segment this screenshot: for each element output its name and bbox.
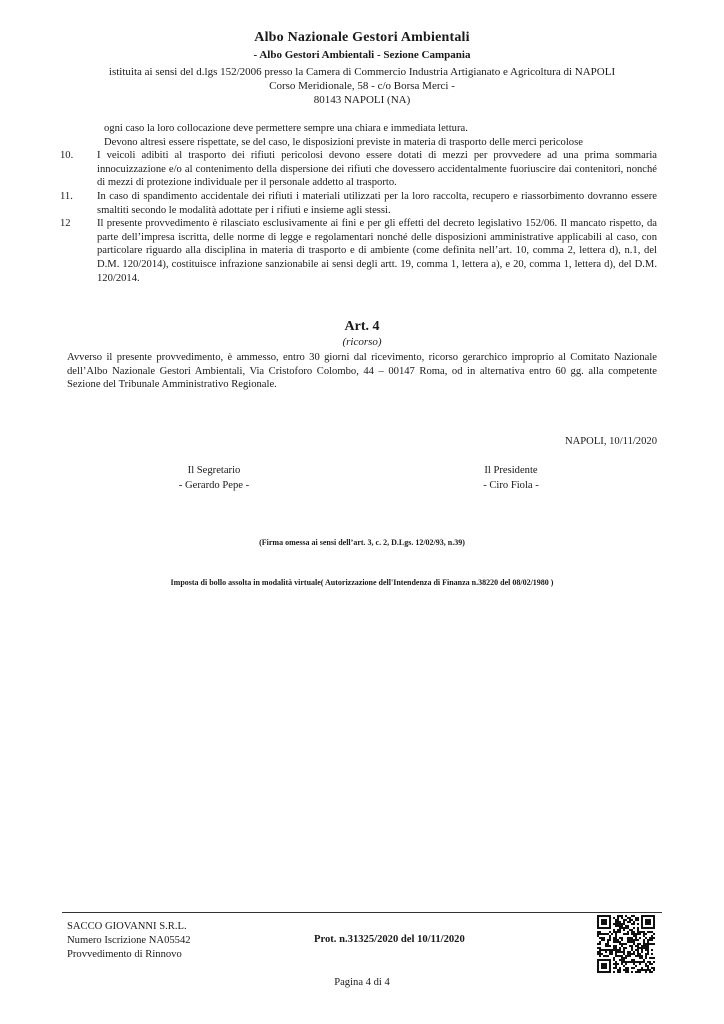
signature-role: Il Segretario xyxy=(187,465,241,476)
list-item-number: 11. xyxy=(60,190,73,202)
footer-company: SACCO GIOVANNI S.R.L. xyxy=(67,921,187,932)
article-title: Art. 4 xyxy=(344,319,380,334)
signature-president xyxy=(411,463,611,493)
header-title: Albo Nazionale Gestori Ambientali xyxy=(254,30,470,45)
signature-role: Il Presidente xyxy=(484,465,538,476)
article-body xyxy=(67,351,657,392)
footer-divider xyxy=(62,912,662,913)
stamp-duty-note: Imposta di bollo assolta in modalità virtuale( Autorizzazione dell'Intendenza di Finanza n.38220 del 08/02/1980 ) xyxy=(170,578,554,587)
list-item-text: Il presente provvedimento è rilasciato esclusivamente ai fini e per gli effetti del decreto legislativo 152/06. Il mancato rispetto, da parte dell’impresa iscritta, delle norme di legge e regolamentari nonché delle disposizioni amministrative applicabili al caso, con particolare riguardo alla disciplina in materia di trasporto e di ambiente (come definita nell’art. 10, comma 2, lettera d), n.1, del D.M. 120/2014), costituisce infrazione sanzionabile ai sensi degli artt. 19, comma 1, lettera a), e 20, comma 1, lettera d), del D.M. 120/2014. xyxy=(97,218,657,284)
header-subtitle: - Albo Gestori Ambientali - Sezione Campania xyxy=(253,49,471,61)
footer-provvedimento: Provvedimento di Rinnovo xyxy=(67,949,182,960)
signature-secretary xyxy=(114,463,314,493)
list-item-text: I veicoli adibiti al trasporto dei rifiuti pericolosi devono essere dotati di mezzi per provvedere ad una prima sommaria innocuizzazione e/o al contenimento della dispersione dei rifiuti che dovessero accidentalmente fuoriuscire dai contenitori, nonché di mezzi di protezione individuale per il personale addetto al trasporto. xyxy=(97,150,657,189)
article-subtitle: (ricorso) xyxy=(342,336,382,348)
header-line-2: Corso Meridionale, 58 - c/o Borsa Merci - xyxy=(269,80,455,92)
article-text: Avverso il presente provvedimento, è ammesso, entro 30 giorni dal ricevimento, ricorso gerarchico improprio al Comitato Nazionale dell’Albo Nazionale Gestori Ambientali, Via Cristoforo Colombo, 44 – 00147 Roma, od in alternativa entro 60 gg. alla competente Sezione del Tribunale Amministrativo Regionale. xyxy=(67,352,657,391)
footer-company-block xyxy=(67,920,191,962)
signature-name: - Gerardo Pepe - xyxy=(178,480,250,491)
list-item xyxy=(60,190,657,217)
signature-omitted-note: (Firma omessa ai sensi dell’art. 3, c. 2, D.Lgs. 12/02/93, n.39) xyxy=(259,538,465,547)
page-number: Pagina 4 di 4 xyxy=(334,977,390,988)
conditions-list xyxy=(60,122,657,285)
list-item-number: 10. xyxy=(60,150,74,162)
header-line-3: 80143 NAPOLI (NA) xyxy=(313,94,411,106)
document-date: NAPOLI, 10/11/2020 xyxy=(564,436,657,447)
list-item xyxy=(60,149,657,190)
list-item-number: 12 xyxy=(60,218,71,230)
footer-protocol: Prot. n.31325/2020 del 10/11/2020 xyxy=(314,934,465,945)
qr-code-icon xyxy=(597,915,655,973)
continued-paragraph-1: ogni caso la loro collocazione deve permettere sempre una chiara e immediata lettura. xyxy=(104,123,468,134)
signature-name: - Ciro Fiola - xyxy=(483,480,539,491)
continued-paragraph-2: Devono altresì essere rispettate, se del caso, le disposizioni previste in materia di trasporto delle merci pericolose xyxy=(104,136,583,148)
list-item-text: In caso di spandimento accidentale dei rifiuti i materiali utilizzati per la loro raccolta, recupero e riassorbimento dovranno essere smaltiti secondo le modalità adottate per i rifiuti e insieme agli stessi. xyxy=(97,190,657,216)
footer-registration: Numero Iscrizione NA05542 xyxy=(67,935,191,946)
header-line-1: istituita ai sensi del d.lgs 152/2006 presso la Camera di Commercio Industria Artigianato e Agricoltura di NAPOLI xyxy=(108,66,616,78)
list-item xyxy=(60,217,657,285)
